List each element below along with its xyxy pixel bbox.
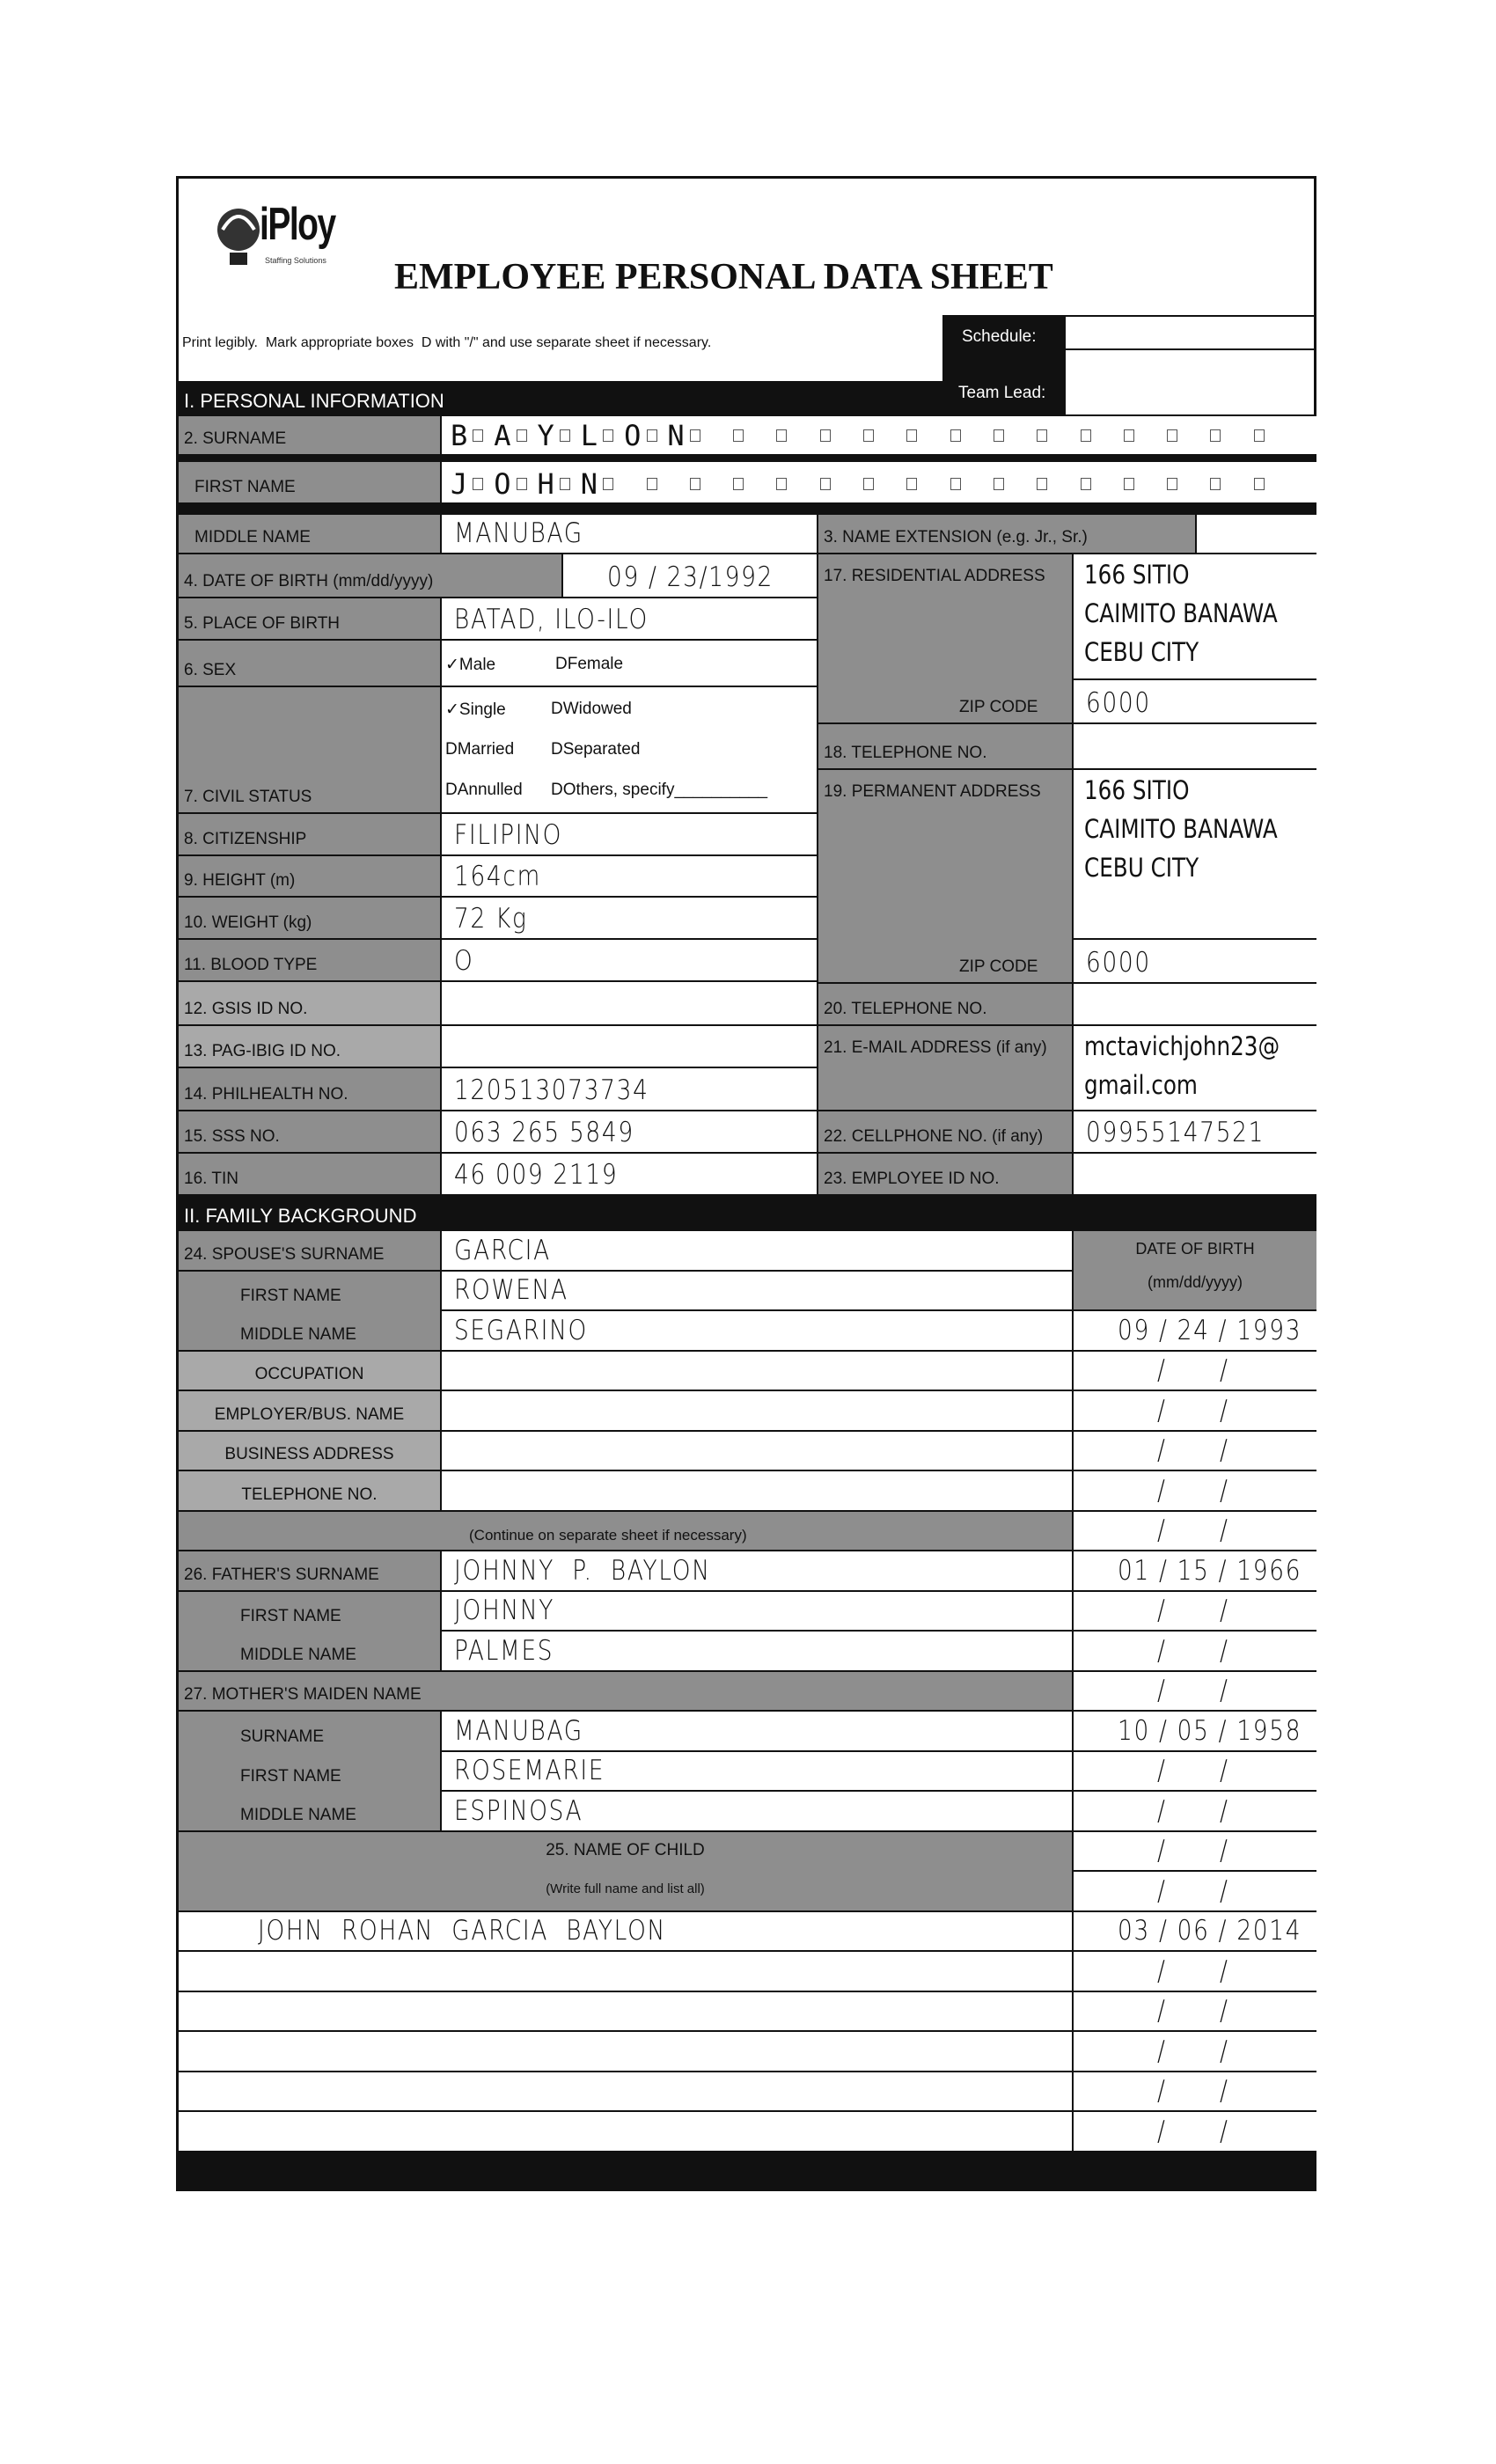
letter-box <box>1210 478 1221 490</box>
cellphone-label <box>817 1111 1072 1154</box>
dob-field[interactable] <box>561 554 817 598</box>
field-label: 6. SEX <box>184 661 237 679</box>
continue-note <box>179 1512 1072 1552</box>
handwritten-value: / / <box>1157 1995 1229 2027</box>
child-dob-field[interactable] <box>1072 2112 1316 2152</box>
footer-bar <box>179 2152 1316 2191</box>
field-label: TELEPHONE NO. <box>241 1485 378 1504</box>
father-middle-label <box>179 1632 440 1672</box>
option-label: Single <box>458 700 506 719</box>
letter-box <box>994 478 1004 490</box>
dob-field[interactable] <box>1072 1672 1316 1712</box>
handwritten-line: mctavichjohn23@ <box>1084 1031 1280 1061</box>
children-header-text: (Write full name and list all) <box>546 1881 705 1896</box>
handwritten-value: ESPINOSA <box>454 1794 583 1827</box>
weight-field[interactable] <box>440 898 817 940</box>
handwritten-value: 6000 <box>1086 687 1151 719</box>
letter-box <box>733 478 744 490</box>
letter-box <box>1037 478 1047 490</box>
field-label: 21. E-MAIL ADDRESS (if any) <box>824 1038 1047 1057</box>
option-label: Married <box>457 740 515 759</box>
mother-middle-field[interactable] <box>440 1792 1072 1832</box>
handwritten-value: JOHN ROHAN GARCIA BAYLON <box>258 1915 666 1947</box>
dob-field[interactable] <box>1072 1311 1316 1352</box>
handwritten-value: / / <box>1157 1595 1229 1626</box>
letter-box <box>473 478 483 490</box>
divider <box>179 504 1316 515</box>
dob-label <box>179 554 561 598</box>
handwritten-value: / / <box>1157 1434 1229 1466</box>
field-label: 2. SURNAME <box>184 429 287 448</box>
field-label: MIDDLE NAME <box>240 1805 356 1824</box>
logo-text: iPloy <box>260 199 335 250</box>
telephone-20-field[interactable] <box>1072 984 1316 1026</box>
handwritten-value: / / <box>1157 1794 1229 1827</box>
letter-box <box>776 429 787 442</box>
pagibig-label <box>179 1026 440 1068</box>
checkbox-others[interactable] <box>551 781 767 800</box>
employer-label <box>179 1391 440 1432</box>
residential-address-label <box>817 554 1072 680</box>
field-label: 16. TIN <box>184 1170 238 1188</box>
tin-label <box>179 1154 440 1196</box>
checkbox-single[interactable] <box>445 700 506 720</box>
mother-first-label <box>179 1752 440 1793</box>
field-label: 13. PAG-IBIG ID NO. <box>184 1042 341 1060</box>
surname-value: BAYLON <box>451 419 711 452</box>
place-of-birth-label <box>179 598 440 641</box>
children-header <box>179 1832 1072 1912</box>
handwritten-line: CAIMITO BANAWA <box>1084 598 1278 628</box>
letter-box <box>560 429 570 442</box>
field-label: 7. CIVIL STATUS <box>184 788 312 806</box>
handwritten-value: 09 / 23/1992 <box>607 561 774 593</box>
handwritten-value: MANUBAG <box>454 1714 583 1747</box>
letter-box <box>1037 429 1047 442</box>
letter-box <box>1081 429 1091 442</box>
option-label: Female <box>567 655 624 673</box>
handwritten-value: / / <box>1157 2035 1229 2067</box>
gsis-field[interactable] <box>440 982 817 1026</box>
handwritten-value: GARCIA <box>454 1234 551 1266</box>
field-label: FIRST NAME <box>240 1287 341 1305</box>
field-label: 15. SSS NO. <box>184 1127 280 1146</box>
schedule-label: Schedule: <box>962 327 1037 346</box>
cellphone-field[interactable] <box>1072 1111 1316 1154</box>
handwritten-value: ROSEMARIE <box>454 1755 605 1786</box>
option-label: Separated <box>562 740 641 759</box>
letter-box <box>863 429 874 442</box>
section-title: I. PERSONAL INFORMATION <box>184 390 444 412</box>
surname-boxes[interactable] <box>440 416 1316 456</box>
letter-box <box>1167 478 1177 490</box>
spouse-surname-field[interactable] <box>440 1231 1072 1272</box>
dob-column-header <box>1072 1231 1316 1311</box>
mother-surname-label <box>179 1712 440 1752</box>
dob-field[interactable] <box>1072 1432 1316 1472</box>
handwritten-value: 120513073734 <box>454 1074 649 1106</box>
handwritten-value: / / <box>1157 1354 1229 1386</box>
field-label: OCCUPATION <box>254 1365 364 1383</box>
field-label: EMPLOYER/BUS. NAME <box>214 1404 405 1424</box>
handwritten-value: / / <box>1157 1394 1229 1426</box>
philhealth-label <box>179 1068 440 1111</box>
sss-label <box>179 1111 440 1154</box>
letter-box <box>560 478 570 490</box>
letter-box <box>994 429 1004 442</box>
handwritten-line: gmail.com <box>1084 1070 1198 1100</box>
gsis-label <box>179 982 440 1026</box>
dob-field[interactable] <box>1072 1712 1316 1752</box>
letter-box <box>517 478 527 490</box>
spouse-surname-label <box>179 1231 440 1272</box>
handwritten-value: / / <box>1157 1514 1229 1546</box>
business-address-label <box>179 1432 440 1472</box>
letter-box <box>647 478 657 490</box>
employer-field[interactable] <box>440 1391 1072 1432</box>
child-name-field[interactable] <box>179 1952 1072 1992</box>
child-dob-field[interactable] <box>1072 1952 1316 1992</box>
handwritten-value: / / <box>1157 1954 1229 1987</box>
citizenship-field[interactable] <box>440 814 817 856</box>
letter-box <box>1124 429 1134 442</box>
height-label <box>179 856 440 898</box>
checkbox-icon: D <box>551 781 563 799</box>
child-name-field[interactable] <box>179 2112 1072 2152</box>
sss-field[interactable] <box>440 1111 817 1154</box>
checkbox-separated[interactable] <box>551 740 640 759</box>
section-family-background <box>179 1196 1316 1231</box>
checkbox-icon: D <box>551 740 563 759</box>
field-label: 18. TELEPHONE NO. <box>824 744 987 762</box>
field-label: 5. PLACE OF BIRTH <box>184 614 341 633</box>
children-header-text: 25. NAME OF CHILD <box>546 1840 705 1859</box>
field-label: 9. HEIGHT (m) <box>184 871 296 890</box>
handwritten-value: FILIPINO <box>454 819 563 851</box>
checkbox-widowed[interactable] <box>551 700 632 719</box>
handwritten-value: BATAD, ILO-ILO <box>454 604 649 635</box>
letter-box <box>690 429 700 442</box>
field-label: 11. BLOOD TYPE <box>184 956 318 974</box>
child-dob-field[interactable] <box>1072 1992 1316 2033</box>
handwritten-value: O <box>454 945 474 977</box>
email-label <box>817 1026 1072 1111</box>
residential-zip-field[interactable] <box>1072 680 1316 724</box>
letter-box <box>906 429 917 442</box>
field-label: MIDDLE NAME <box>240 1324 356 1344</box>
globe-logo-icon <box>214 194 263 274</box>
handwritten-line: CEBU CITY <box>1084 853 1199 883</box>
letter-box <box>690 478 700 490</box>
first-name-boxes[interactable] <box>440 462 1316 504</box>
handwritten-value: / / <box>1157 2115 1229 2147</box>
child-dob-field[interactable] <box>1072 1912 1316 1953</box>
handwritten-value: 063 265 5849 <box>454 1117 634 1148</box>
handwritten-value: / / <box>1157 1675 1229 1706</box>
letter-box <box>1254 478 1265 490</box>
spouse-first-label <box>179 1272 440 1312</box>
sex-label <box>179 641 440 687</box>
child-name-field[interactable] <box>179 2032 1072 2072</box>
field-label: 27. MOTHER'S MAIDEN NAME <box>184 1685 422 1704</box>
child-name-field[interactable] <box>179 1992 1072 2033</box>
checkmark-icon: ✓ <box>445 700 459 719</box>
occupation-label <box>179 1352 440 1392</box>
pagibig-field[interactable] <box>440 1026 817 1068</box>
field-label: MIDDLE NAME <box>240 1645 356 1664</box>
checkbox-female[interactable] <box>555 655 623 674</box>
weight-label <box>179 898 440 940</box>
employee-id-field[interactable] <box>1072 1154 1316 1196</box>
mother-maiden-name-header <box>179 1672 1072 1712</box>
permanent-zip-label <box>817 940 1072 984</box>
letter-box <box>863 478 874 490</box>
permanent-zip-field[interactable] <box>1072 940 1316 984</box>
mother-surname-field[interactable] <box>440 1712 1072 1752</box>
business-address-field[interactable] <box>440 1432 1072 1472</box>
dob-field[interactable] <box>1072 1352 1316 1392</box>
handwritten-value: / / <box>1157 1634 1229 1667</box>
handwritten-value: 09955147521 <box>1086 1117 1265 1148</box>
dob-field[interactable] <box>1072 1471 1316 1512</box>
permanent-address-field[interactable] <box>1072 770 1316 940</box>
field-label: MIDDLE NAME <box>194 528 311 546</box>
letter-box <box>820 478 831 490</box>
letter-box <box>1254 429 1265 442</box>
handwritten-line: CEBU CITY <box>1084 637 1199 667</box>
field-label: 3. NAME EXTENSION (e.g. Jr., Sr.) <box>824 528 1088 546</box>
name-extension-label <box>817 515 1195 554</box>
option-label: Annulled <box>457 781 523 799</box>
telephone-18-field[interactable] <box>1072 724 1316 770</box>
handwritten-line: 166 SITIO <box>1084 560 1190 590</box>
handwritten-value: / / <box>1157 1755 1229 1786</box>
field-label: 23. EMPLOYEE ID NO. <box>824 1170 1000 1188</box>
dob-field[interactable] <box>1072 1872 1316 1912</box>
field-label: 19. PERMANENT ADDRESS <box>824 782 1041 801</box>
father-middle-field[interactable] <box>440 1632 1072 1672</box>
dob-field[interactable] <box>1072 1512 1316 1552</box>
team-lead-label: Team Lead: <box>958 384 1046 402</box>
citizenship-label <box>179 814 440 856</box>
telephone-label <box>179 1471 440 1512</box>
handwritten-value: JOHNNY <box>454 1595 555 1626</box>
logo-subtitle: Staffing Solutions <box>265 256 326 265</box>
option-label: Widowed <box>562 700 632 718</box>
letter-box <box>1210 429 1221 442</box>
dob-field[interactable] <box>1072 1792 1316 1832</box>
field-label: 8. CITIZENSHIP <box>184 830 307 848</box>
letter-box <box>603 429 613 442</box>
handwritten-value: PALMES <box>454 1634 554 1667</box>
dob-field[interactable] <box>1072 1632 1316 1672</box>
field-label: FIRST NAME <box>194 478 296 496</box>
dob-field[interactable] <box>1072 1551 1316 1592</box>
checkbox-male[interactable] <box>445 655 495 675</box>
mother-middle-label <box>179 1792 440 1832</box>
name-extension-field[interactable] <box>1195 515 1316 554</box>
philhealth-field[interactable] <box>440 1068 817 1111</box>
father-first-label <box>179 1592 440 1632</box>
handwritten-line: 166 SITIO <box>1084 775 1190 805</box>
option-label: Others, specify__________ <box>562 781 768 799</box>
telephone-18-label <box>817 724 1072 770</box>
checkbox-married[interactable] <box>445 740 514 759</box>
handwritten-value: ROWENA <box>454 1274 568 1306</box>
field-label: ZIP CODE <box>959 957 1038 976</box>
height-field[interactable] <box>440 856 817 898</box>
handwritten-value: 164cm <box>454 861 541 892</box>
middle-name-field[interactable] <box>440 515 817 554</box>
section-title: II. FAMILY BACKGROUND <box>184 1205 417 1227</box>
handwritten-value: / / <box>1157 1874 1229 1907</box>
dob-header-text: (mm/dd/yyyy) <box>1148 1273 1243 1291</box>
field-label: SURNAME <box>240 1727 325 1746</box>
tin-field[interactable] <box>440 1154 817 1196</box>
handwritten-value: 09 / 24 / 1993 <box>1118 1314 1302 1346</box>
surname-label <box>179 416 440 456</box>
schedule-field[interactable] <box>1066 315 1316 350</box>
handwritten-value: 10 / 05 / 1958 <box>1118 1714 1302 1747</box>
place-of-birth-field[interactable] <box>440 598 817 641</box>
dob-field[interactable] <box>1072 1832 1316 1873</box>
iploy-logo <box>214 191 390 279</box>
permanent-address-label <box>817 770 1072 940</box>
spouse-middle-field[interactable] <box>440 1311 1072 1352</box>
field-label: 10. WEIGHT (kg) <box>184 913 312 932</box>
handwritten-value: 01 / 15 / 1966 <box>1118 1554 1302 1587</box>
field-label: 20. TELEPHONE NO. <box>824 1000 987 1018</box>
field-label: 12. GSIS ID NO. <box>184 1000 308 1018</box>
option-label: Male <box>458 656 496 674</box>
civil-status-options[interactable] <box>440 687 817 814</box>
child-dob-field[interactable] <box>1072 2032 1316 2072</box>
child-dob-field[interactable] <box>1072 2072 1316 2113</box>
handwritten-value: 6000 <box>1086 947 1151 979</box>
field-label: 22. CELLPHONE NO. (if any) <box>824 1127 1044 1146</box>
father-surname-label <box>179 1551 440 1592</box>
handwritten-line: CAIMITO BANAWA <box>1084 814 1278 844</box>
first-name-value: JOHN <box>451 467 625 501</box>
employee-id-label <box>817 1154 1072 1196</box>
checkmark-icon: ✓ <box>445 656 459 674</box>
occupation-field[interactable] <box>440 1352 1072 1392</box>
letter-box <box>1167 429 1177 442</box>
field-label: 14. PHILHEALTH NO. <box>184 1085 348 1104</box>
first-name-label <box>179 462 440 504</box>
letter-box <box>603 478 613 490</box>
field-label: 24. SPOUSE'S SURNAME <box>184 1244 385 1264</box>
dob-header-text: DATE OF BIRTH <box>1135 1240 1255 1258</box>
dob-field[interactable] <box>1072 1391 1316 1432</box>
telephone-field[interactable] <box>440 1471 1072 1512</box>
page-title: EMPLOYEE PERSONAL DATA SHEET <box>394 257 1053 297</box>
field-label: BUSINESS ADDRESS <box>224 1445 394 1463</box>
letter-box <box>647 429 657 442</box>
checkbox-icon: D <box>555 655 568 673</box>
dob-field[interactable] <box>1072 1752 1316 1793</box>
checkbox-annulled[interactable] <box>445 781 523 800</box>
handwritten-value: 46 009 2119 <box>454 1159 619 1191</box>
team-lead-field[interactable] <box>1066 350 1316 416</box>
letter-box <box>517 429 527 442</box>
handwritten-value: / / <box>1157 1835 1229 1866</box>
blood-type-label <box>179 940 440 982</box>
letter-box <box>1124 478 1134 490</box>
field-label: (Continue on separate sheet if necessary) <box>469 1527 747 1544</box>
instructions: Print legibly. Mark appropriate boxes D with "/" and use separate sheet if necessary. <box>182 335 712 350</box>
checkbox-icon: D <box>551 700 563 718</box>
personal-data-sheet-form <box>176 176 1316 2191</box>
divider <box>179 456 1316 462</box>
letter-box <box>950 478 961 490</box>
field-label: FIRST NAME <box>240 1767 341 1786</box>
letter-box <box>473 429 483 442</box>
telephone-20-label <box>817 984 1072 1026</box>
section-personal-information <box>179 381 942 416</box>
handwritten-value: 72 Kg <box>454 903 528 935</box>
residential-address-field[interactable] <box>1072 554 1316 680</box>
handwritten-value: 03 / 06 / 2014 <box>1118 1915 1302 1947</box>
sex-options[interactable] <box>440 641 817 687</box>
mother-first-field[interactable] <box>440 1752 1072 1793</box>
handwritten-value: / / <box>1157 1474 1229 1507</box>
letter-box <box>776 478 787 490</box>
schedule-label-block <box>942 315 1066 416</box>
checkbox-icon: D <box>445 781 458 799</box>
field-label: 4. DATE OF BIRTH (mm/dd/yyyy) <box>184 572 434 590</box>
letter-box <box>906 478 917 490</box>
blood-type-field[interactable] <box>440 940 817 982</box>
letter-box <box>820 429 831 442</box>
child-name-field[interactable] <box>179 1912 1072 1953</box>
field-label: FIRST NAME <box>240 1607 341 1625</box>
residential-zip-label <box>817 680 1072 724</box>
field-label: 17. RESIDENTIAL ADDRESS <box>824 567 1045 585</box>
handwritten-value: / / <box>1157 2075 1229 2107</box>
spouse-first-field[interactable] <box>440 1272 1072 1312</box>
father-first-field[interactable] <box>440 1592 1072 1632</box>
letter-box <box>950 429 961 442</box>
handwritten-value: JOHNNY P. BAYLON <box>454 1554 711 1587</box>
father-surname-field[interactable] <box>440 1551 1072 1592</box>
checkbox-icon: D <box>445 740 458 759</box>
civil-status-label <box>179 687 440 814</box>
field-label: 26. FATHER'S SURNAME <box>184 1565 379 1584</box>
middle-name-label <box>179 515 440 554</box>
letter-box <box>1081 478 1091 490</box>
email-field[interactable] <box>1072 1026 1316 1111</box>
field-label: ZIP CODE <box>959 698 1038 716</box>
spouse-middle-label <box>179 1311 440 1352</box>
handwritten-value: SEGARINO <box>454 1314 588 1346</box>
child-name-field[interactable] <box>179 2072 1072 2113</box>
dob-field[interactable] <box>1072 1592 1316 1632</box>
handwritten-value: MANUBAG <box>454 517 583 549</box>
letter-box <box>733 429 744 442</box>
